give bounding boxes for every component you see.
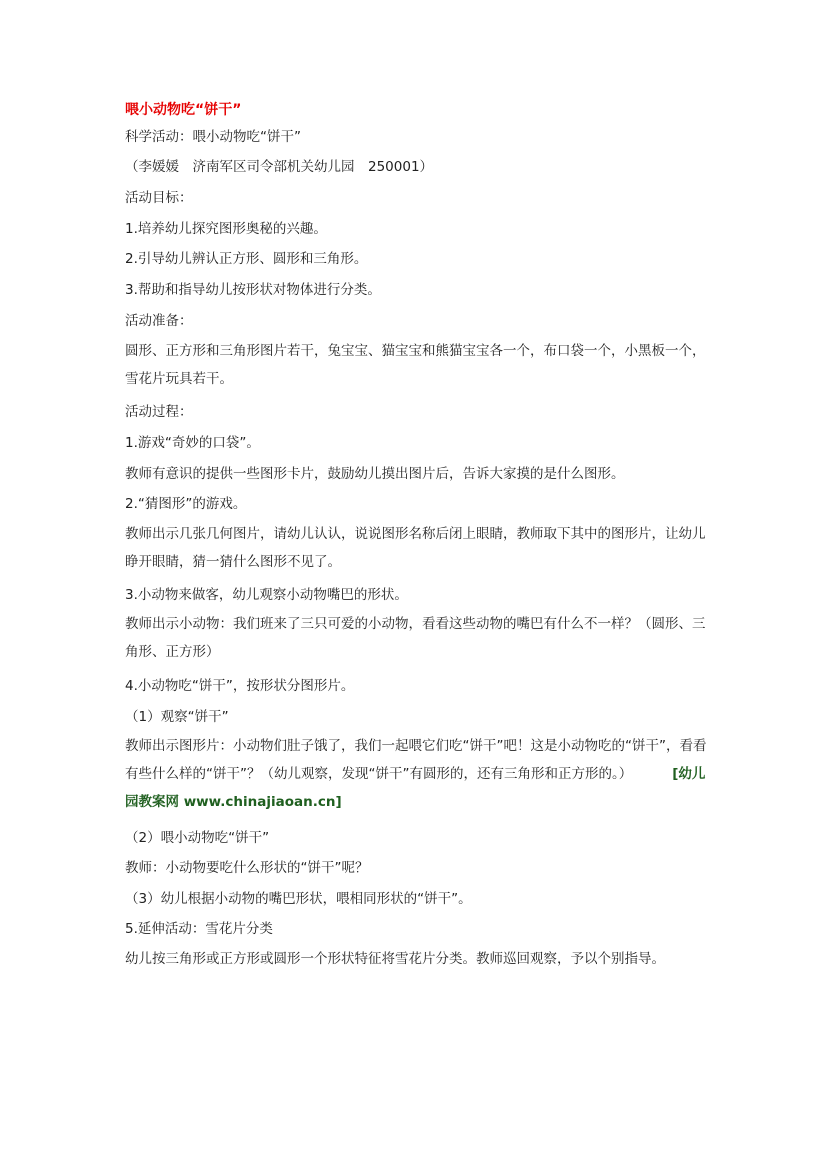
goal-item: 2.引导幼儿辨认正方形、圆形和三角形。 <box>125 251 368 267</box>
process-paragraph-text: 教师出示图形片：小动物们肚子饿了，我们一起喂它们吃“饼干”吧！这是小动物吃的“饼干”，看看有些什么样的“饼干”？（幼儿观察，发现“饼干”有圆形的，还有三角形和正方形的。） <box>125 738 707 782</box>
watermark-link[interactable]: [幼儿园教案网 www.chinajiaoan.cn] <box>125 766 706 810</box>
activity-subject: 科学活动：喂小动物吃“饼干” <box>125 129 301 145</box>
goal-item: 1.培养幼儿探究图形奥秘的兴趣。 <box>125 221 327 237</box>
process-paragraph-with-watermark <box>125 732 710 816</box>
section-heading-extension: 5.延伸活动：雪花片分类 <box>125 921 273 937</box>
extension-paragraph: 幼儿按三角形或正方形或圆形一个形状特征将雪花片分类。教师巡回观察，予以个别指导。 <box>125 951 665 967</box>
substep-heading: （1）观察“饼干” <box>125 709 229 725</box>
process-paragraph: 教师有意识的提供一些图形卡片，鼓励幼儿摸出图片后，告诉大家摸的是什么图形。 <box>125 466 625 482</box>
section-heading-goals: 活动目标： <box>125 190 193 206</box>
substep-heading: （2）喂小动物吃“饼干” <box>125 830 270 846</box>
process-step-heading: 3.小动物来做客，幼儿观察小动物嘴巴的形状。 <box>125 587 408 603</box>
process-paragraph: 教师出示几张几何图片，请幼儿认认，说说图形名称后闭上眼睛，教师取下其中的图形片，让幼儿睁开眼睛，猜一猜什么图形不见了。 <box>125 526 706 570</box>
preparation-paragraph: 圆形、正方形和三角形图片若干，兔宝宝、猫宝宝和熊猫宝宝各一个，布口袋一个，小黑板一个，雪花片玩具若干。 <box>125 343 706 387</box>
goal-item: 3.帮助和指导幼儿按形状对物体进行分类。 <box>125 282 381 298</box>
process-paragraph: 教师：小动物要吃什么形状的“饼干”呢？ <box>125 860 369 876</box>
process-step-heading: 4.小动物吃“饼干”，按形状分图形片。 <box>125 678 355 694</box>
process-paragraph: 教师出示小动物：我们班来了三只可爱的小动物，看看这些动物的嘴巴有什么不一样？（圆形、三角形、正方形） <box>125 616 706 660</box>
section-heading-process: 活动过程： <box>125 404 193 420</box>
process-step-heading: 2.“猜图形”的游戏。 <box>125 496 247 512</box>
section-heading-preparation: 活动准备： <box>125 313 193 329</box>
process-step-heading: 1.游戏“奇妙的口袋”。 <box>125 435 260 451</box>
document-title: 喂小动物吃“饼干” <box>125 102 242 118</box>
author-line: （李媛媛 济南军区司令部机关幼儿园 250001） <box>125 159 434 175</box>
substep-heading: （3）幼儿根据小动物的嘴巴形状，喂相同形状的“饼干”。 <box>125 891 472 907</box>
